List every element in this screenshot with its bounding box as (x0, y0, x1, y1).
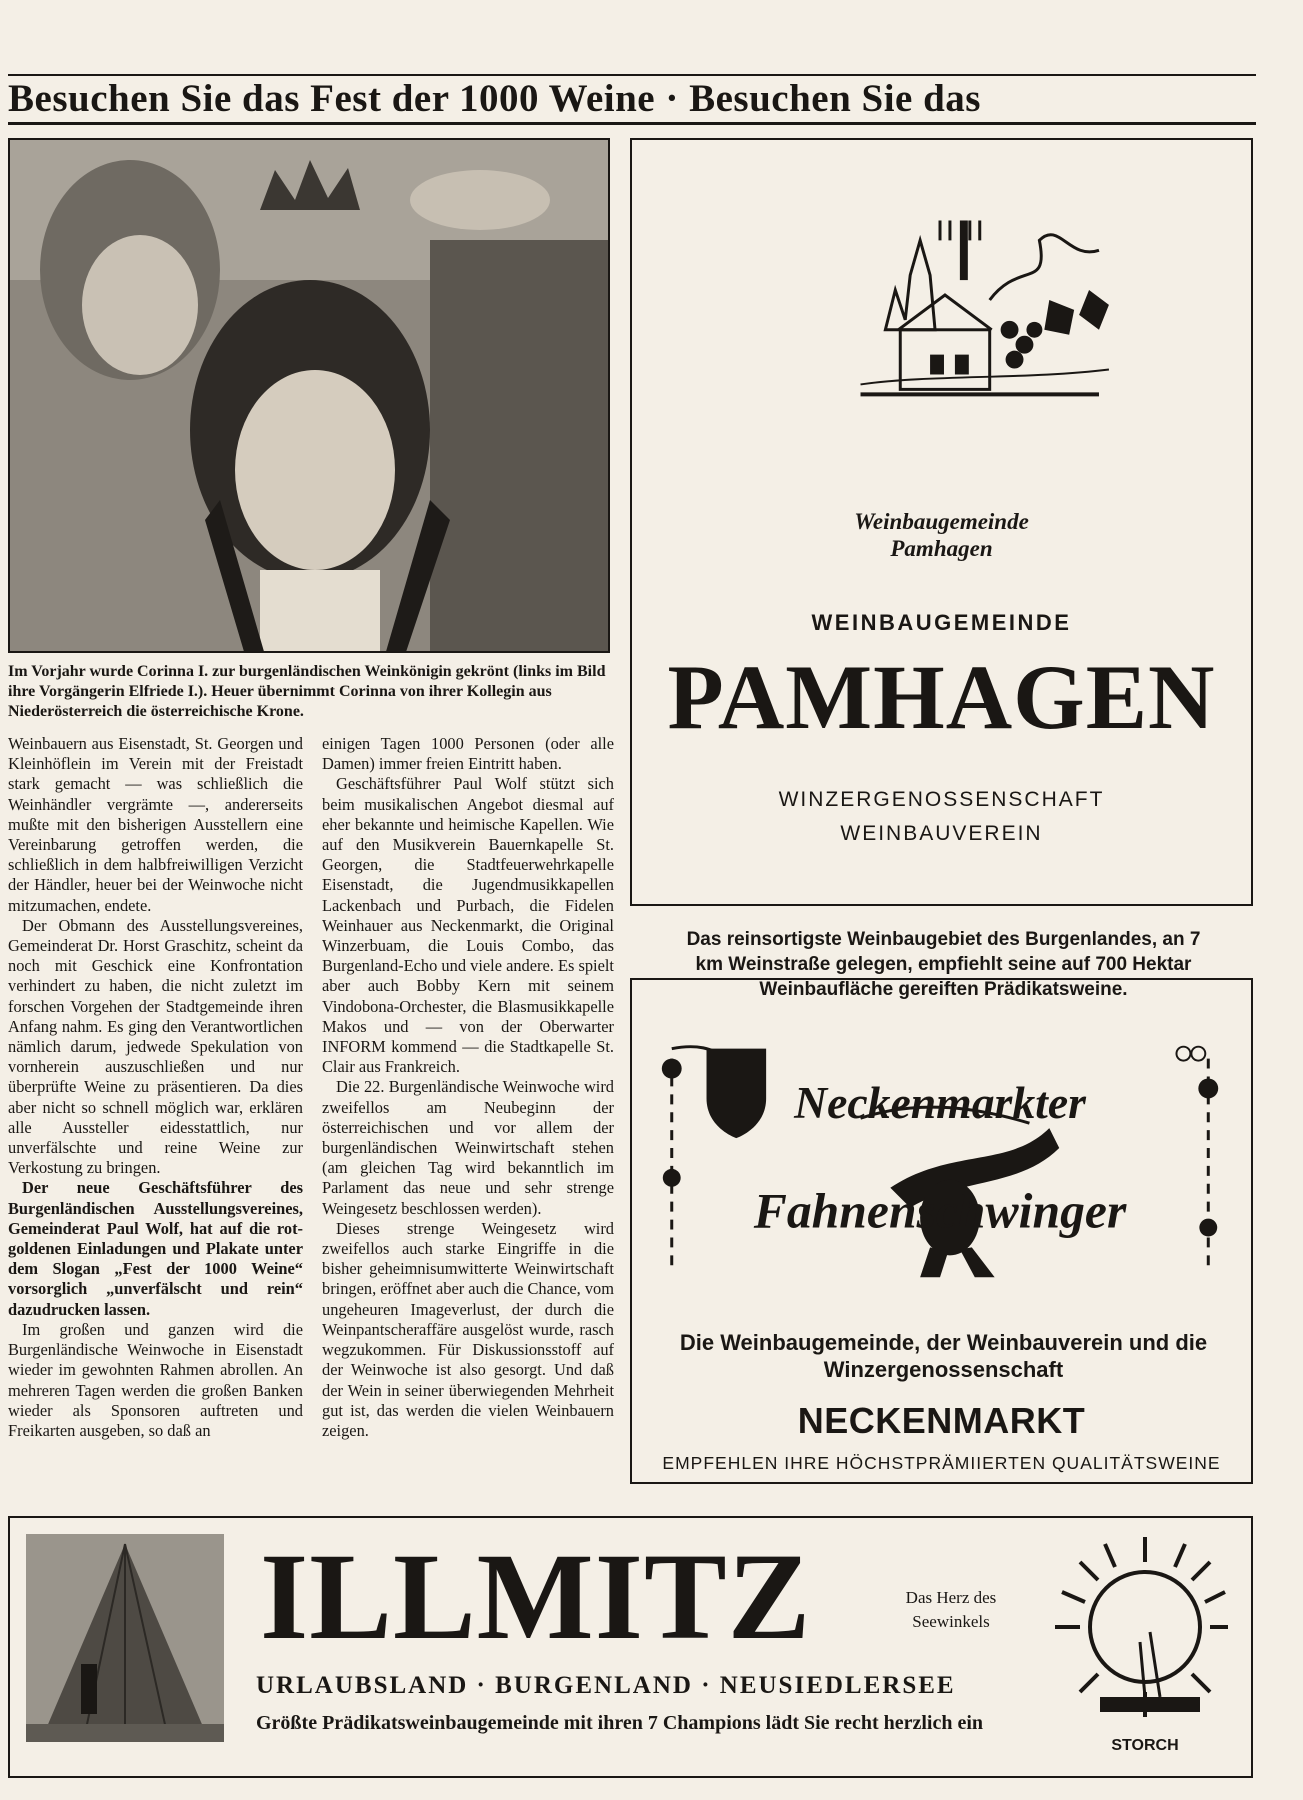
ad-illmitz (8, 1516, 1253, 1778)
neckenmarkt-slogan: EMPFEHLEN IHRE HÖCHSTPRÄMIIERTEN QUALITÄTSWEINE (662, 1453, 1221, 1473)
ad-neckenmarkt (630, 978, 1253, 1484)
wine-queen-photo (8, 138, 610, 653)
article-paragraph: Weinbauern aus Eisenstadt, St. Georgen und Kleinhöflein im Verein mit der Freistadt stark gemacht — was schließlich die Weinhändler vergrämte —, andererseits mußte mit den bisherigen Ausstellern eine Vereinbarung getroffen werden, die schließlich in dem halbfreiwilligen Verzicht der Händler, heuer bei der Weinwoche nicht mitzumachen, endete. (8, 734, 303, 915)
article-paragraph: einigen Tagen 1000 Personen (oder alle Damen) immer freien Eintritt haben. (322, 734, 614, 774)
illmitz-invitation: Größte Prädikatsweinbaugemeinde mit ihren 7 Champions lädt Sie recht herzlich ein (256, 1712, 984, 1734)
illmitz-tagline (886, 1586, 1016, 1634)
church-vine-icon (632, 180, 1251, 410)
article-paragraph: Im großen und ganzen wird die Burgenländische Weinwoche in Eisenstadt wieder im gewohnten Rahmen abrollen. An mehreren Tagen werden die großen Banken wieder als Sponsoren auftreten und Freikarten ausgeben, so daß an (8, 1319, 303, 1440)
fahnenschwinger-logo (632, 1028, 1251, 1278)
photo-caption: Im Vorjahr wurde Corinna I. zur burgenländischen Weinkönigin gekrönt (links im Bild ihre Vorgängerin Elfriede I.). Heuer übernimmt Corinna von ihrer Kollegin aus Niederösterreich die österreichische Krone. (8, 663, 606, 720)
sun-icon (1050, 1532, 1230, 1762)
pamhagen-subtitle-1: WINZERGENOSSENSCHAFT (778, 788, 1105, 811)
pamhagen-title: PAMHAGEN (667, 646, 1216, 748)
illmitz-title: ILLMITZ (260, 1528, 812, 1665)
pamhagen-description: Das reinsortigste Weinbaugebiet des Burgenlandes, an 7 km Weinstraße gelegen, empfiehlt seine auf 700 Hektar Weinbaufläche gereiften Prädikatsweine. (686, 929, 1201, 1000)
sun-stork-logo (1050, 1532, 1230, 1762)
neckenmarkt-title: NECKENMARKT (797, 1400, 1086, 1441)
logo-line-2: Pamhagen (890, 536, 993, 561)
article-column-2 (322, 734, 614, 1441)
pamhagen-logo-text (632, 508, 1251, 562)
banner-rule-bottom (8, 122, 1256, 125)
neckenmarkt-description: Die Weinbaugemeinde, der Weinbauverein und die Winzergenossenschaft (679, 1330, 1208, 1382)
logo-line-1: Neckenmarkter (794, 1077, 1086, 1129)
tagline-line-1: Das Herz des (905, 1588, 997, 1607)
logo-line-2: Fahnenschwinger (753, 1183, 1127, 1239)
article-column-1 (8, 734, 303, 1441)
reed-hut-photo (26, 1534, 224, 1742)
tagline-line-2: Seewinkels (912, 1612, 990, 1631)
sun-label: STORCH (1111, 1737, 1179, 1754)
article-paragraph: Die 22. Burgenländische Weinwoche wird zweifellos am Neubeginn der österreichischen und vor allem der burgenländischen Weinwirtschaft stehen (am gleichen Tag wird bekanntlich im Parlament das neue und sehr strenge Weingesetz beschlossen werden). (322, 1077, 614, 1218)
article-paragraph: Der Obmann des Ausstellungsvereines, Gemeinderat Dr. Horst Graschitz, scheint da noch mit Geschick eine Konfrontation verhindert zu haben, die nicht zuletzt im forschen Vorgehen der Stadtgemeinde ihren Anfang nahm. Es ging den Verantwortlichen nämlich darum, jedwede Spekulation von vornherein auszuschließen und nur überprüfte Weine zu präsentieren. Da dies aber nicht so schnell möglich war, erklären alle Aussteller eidesstattlich, nur unverfälschte und reine Weine zur Verkostung zu bringen. (8, 915, 303, 1178)
article-paragraph-bold: Der neue Geschäftsführer des Burgenländischen Ausstellungsvereines, Gemeinderat Paul Wolf, hat auf die rot-goldenen Einladungen und Plakate unter dem Slogan „Fest der 1000 Weine“ vorsorglich „unverfälscht und rein“ dazudrucken lassen. (8, 1178, 303, 1319)
photo-illustration (10, 140, 610, 653)
pamhagen-subtitle-2: WEINBAUVEREIN (840, 822, 1043, 845)
flag-waver-icon (632, 1028, 1251, 1278)
logo-line-1: Weinbaugemeinde (854, 509, 1029, 534)
banner-headline: Besuchen Sie das Fest der 1000 Weine · Besuchen Sie das (8, 77, 981, 120)
reed-hut-icon (26, 1534, 224, 1742)
ad-pamhagen (630, 138, 1253, 1000)
article-paragraph: Geschäftsführer Paul Wolf stützt sich beim musikalischen Angebot diesmal auf eher bekannte und heimische Kapellen. Wie auf den Musikverein Bauernkapelle St. Georgen, die Stadtfeuerwehrkapelle Eisenstadt, die Jugendmusikkapellen Lackenbach und Purbach, die Fidelen Weinhauer aus Neckenmarkt, die Original Winzerbuam, die Louis Combo, das Burgenland-Echo und viele andere. Es spielt aber auch Bobby Kern mit seinem Vindobona-Orchester, die Blasmusikkapelle Makos und — von der Oberwarter INFORM kommend — die Stadtkapelle St. Clair aus Frankreich. (322, 774, 614, 1077)
illmitz-subtitle: URLAUBSLAND · BURGENLAND · NEUSIEDLERSEE (256, 1672, 956, 1699)
pamhagen-pretitle: WEINBAUGEMEINDE (811, 610, 1072, 635)
pamhagen-church-logo (632, 180, 1251, 410)
article-paragraph: Dieses strenge Weingesetz wird zweifellos auch starke Eingriffe in die bisher geheimnisumwitterte Weinwirtschaft bringen, eröffnet aber auch die Chance, vom ungeheuren Imageverlust, der durch die Weinpantscheraffäre ausgelöst wurde, rasch wegzukommen. Für Diskussionsstoff auf der Weinwoche ist also gesorgt. Und daß der Wein in seiner überwiegenden Mehrheit gut ist, das werden die vielen Weinbauern zeigen. (322, 1218, 614, 1440)
